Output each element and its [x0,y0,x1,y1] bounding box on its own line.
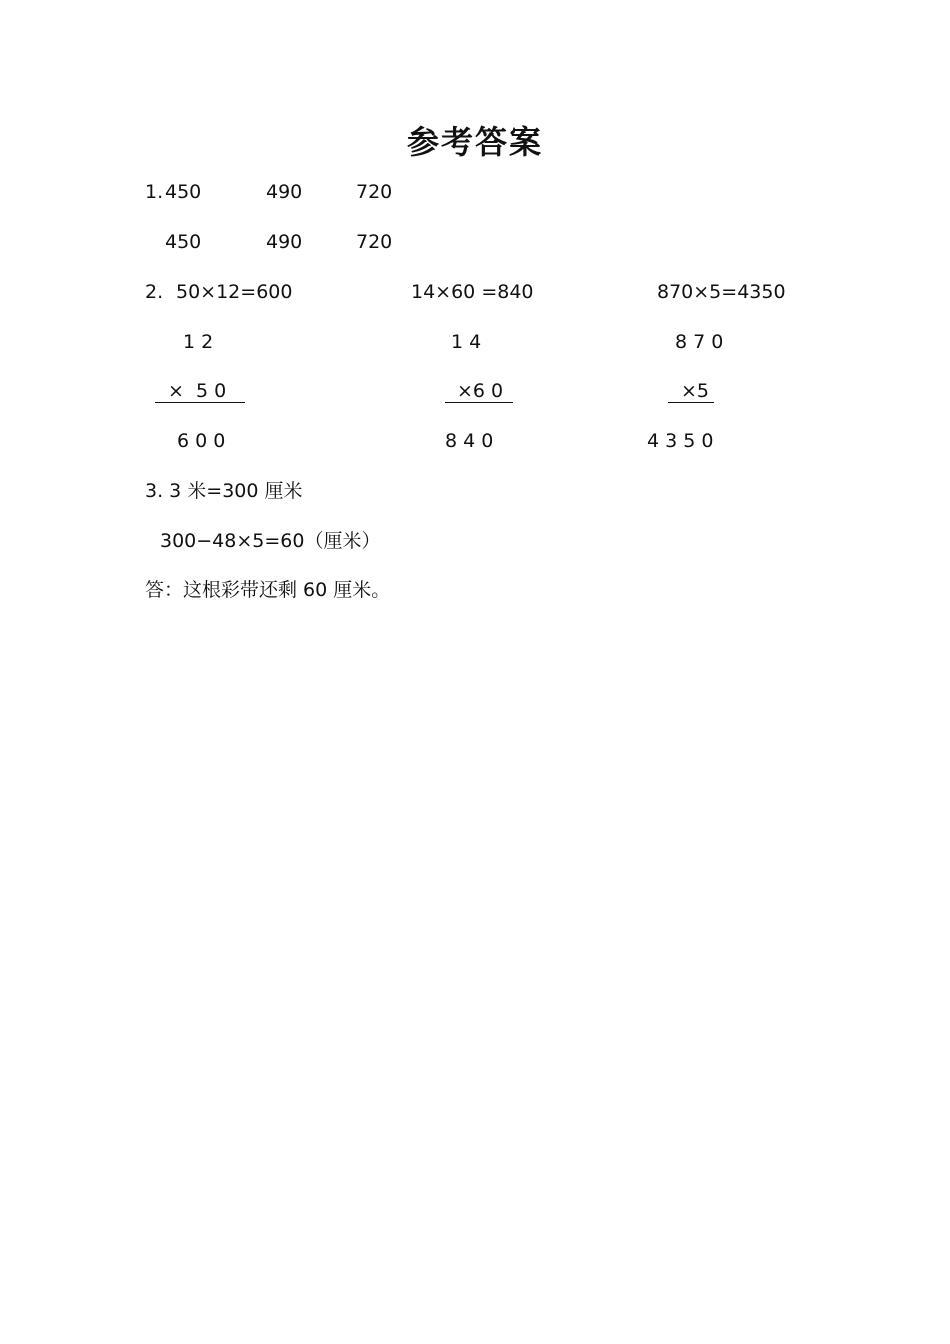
vertical-2-rule [445,402,513,403]
q3-answer: 答：这根彩带还剩 60 厘米。 [145,579,391,601]
q2-equation-2: 14×60 =840 [411,281,534,303]
vertical-1-product: 6 0 0 [177,430,226,452]
vertical-3-multiplier: ×5 [681,380,710,402]
q2-equation-1: 50×12=600 [176,281,293,303]
q2-equation-3: 870×5=4350 [657,281,786,303]
page-title: 参考答案 [406,123,543,161]
vertical-2-product: 8 4 0 [445,430,494,452]
vertical-3-product: 4 3 5 0 [647,430,714,452]
q1-row1-value-2: 490 [266,181,303,203]
q1-number: 1. [145,181,164,203]
q1-row2-value-3: 720 [356,231,393,253]
q1-row1-value-1: 450 [165,181,202,203]
q1-row2-value-1: 450 [165,231,202,253]
vertical-3-rule [668,402,714,403]
q1-row1-value-3: 720 [356,181,393,203]
vertical-2-multiplier: ×6 0 [457,380,504,402]
vertical-1-rule [155,402,245,403]
vertical-3-multiplicand: 8 7 0 [675,331,724,353]
q3-conversion: 3. 3 米=300 厘米 [145,480,303,502]
q1-row2-value-2: 490 [266,231,303,253]
vertical-1-multiplicand: 1 2 [183,331,214,353]
vertical-2-multiplicand: 1 4 [451,331,482,353]
q2-number: 2. [145,281,164,303]
q3-calculation: 300−48×5=60（厘米） [160,530,381,552]
vertical-1-multiplier: × 5 0 [168,380,227,402]
